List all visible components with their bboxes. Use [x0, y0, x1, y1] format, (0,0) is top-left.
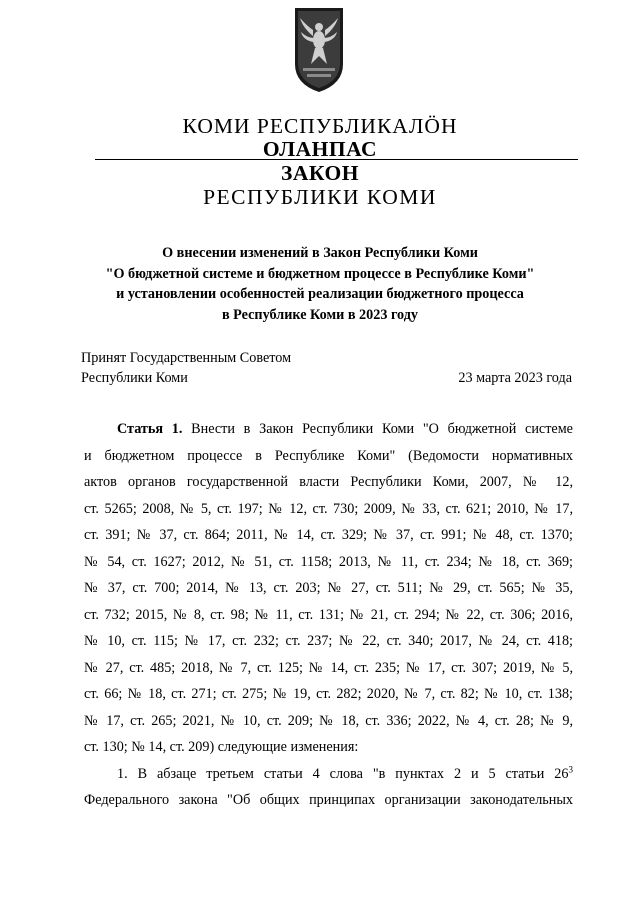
- adoption-line-2: Республики Коми: [81, 370, 188, 386]
- article-label: Статья 1.: [117, 421, 183, 437]
- coat-of-arms-emblem: [289, 6, 349, 94]
- law-heading: ЗАКОН: [281, 161, 359, 185]
- law-title-line: в Республике Коми в 2023 году: [221, 306, 419, 323]
- republic-heading: РЕСПУБЛИКИ КОМИ: [203, 185, 437, 209]
- body-line: № 27, ст. 485; 2018, № 7, ст. 125; № 14, ст. 235; № 17, ст. 307; 2019, № 5,: [84, 659, 573, 676]
- item-1-line: [84, 761, 573, 788]
- body-line: № 17, ст. 265; 2021, № 10, ст. 209; № 18, ст. 336; 2022, № 4, ст. 28; № 9,: [84, 712, 573, 729]
- body-line: Федерального закона "Об общих принципах организации законодательных: [84, 792, 573, 808]
- body-line: и бюджетном процессе в Республике Коми" (Ведомости нормативных: [84, 447, 573, 464]
- law-title-line: "О бюджетной системе и бюджетном процессе в Республике Коми": [105, 265, 535, 282]
- body-line: ст. 732; 2015, № 8, ст. 98; № 11, ст. 131; № 21, ст. 294; № 22, ст. 306; 2016,: [84, 606, 573, 623]
- law-title-line: О внесении изменений в Закон Республики Коми: [162, 245, 478, 261]
- adoption-date: 23 марта 2023 года: [458, 370, 572, 386]
- body-line: № 54, ст. 1627; 2012, № 51, ст. 1158; 2013, № 11, ст. 234; № 18, ст. 369;: [84, 553, 573, 570]
- article-1-first-line-text: Внести в Закон Республики Коми "О бюджетной системе: [182, 421, 573, 437]
- body-line: ст. 66; № 18, ст. 271; ст. 275; № 19, ст. 282; 2020, № 7, ст. 82; № 10, ст. 138;: [84, 686, 573, 702]
- body-line: актов органов государственной власти Республики Коми, 2007, № 12,: [84, 474, 573, 490]
- article-1-text: [84, 416, 573, 814]
- komi-language-republic-name: КОМИ РЕСПУБЛИКАЛÖН: [182, 114, 458, 138]
- body-line: ст. 391; № 37, ст. 864; 2011, № 14, ст. 329; № 37, ст. 991; № 48, ст. 1370;: [84, 527, 573, 543]
- item-1-superscript: 3: [568, 763, 573, 774]
- article-1-first-line: [84, 416, 573, 443]
- body-line: ст. 5265; 2008, № 5, ст. 197; № 12, ст. 730; 2009, № 33, ст. 621; 2010, № 17,: [84, 500, 573, 517]
- body-line: ст. 130; № 14, ст. 209) следующие изменения:: [84, 739, 359, 755]
- body-line: № 37, ст. 700; 2014, № 13, ст. 203; № 27, ст. 511; № 29, ст. 565; № 35,: [84, 580, 573, 596]
- body-line: № 10, ст. 115; № 17, ст. 232; ст. 237; № 22, ст. 340; 2017, № 24, ст. 418;: [84, 633, 573, 649]
- header-divider: [95, 159, 578, 160]
- adoption-statement: [81, 348, 291, 388]
- komi-language-law-word: ОЛАНПАС: [262, 137, 378, 161]
- law-title-line: и установлении особенностей реализации бюджетного процесса: [116, 286, 524, 302]
- law-title: [70, 243, 570, 325]
- adoption-line-1: Принят Государственным Советом: [81, 350, 292, 366]
- item-1-text: 1. В абзаце третьем статьи 4 слова "в пунктах 2 и 5 статьи 26: [117, 765, 569, 782]
